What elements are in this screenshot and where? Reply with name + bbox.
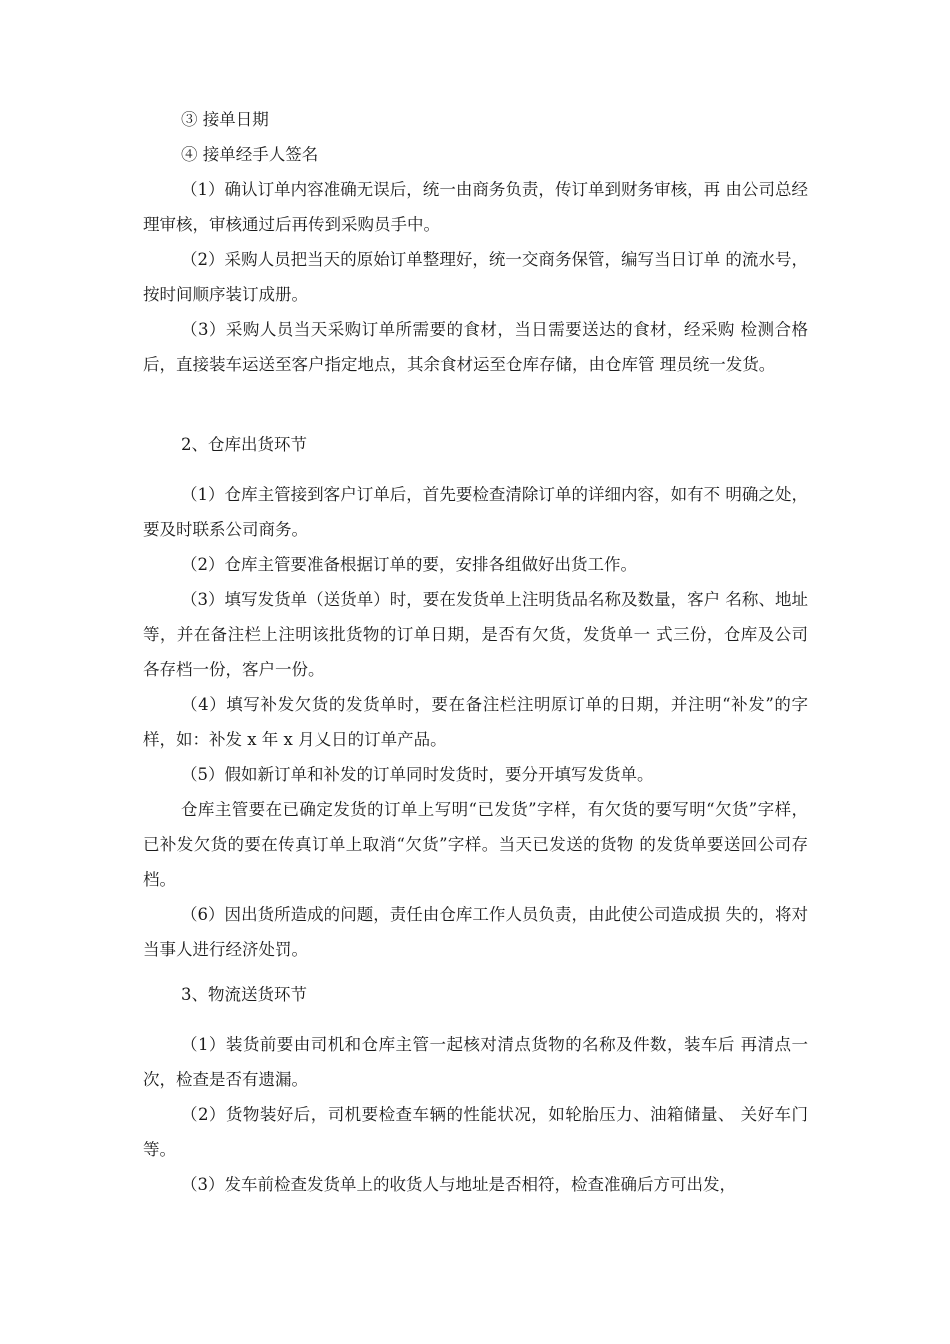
paragraph-purchase-inspection: （3）采购人员当天采购订单所需要的食材，当日需要送达的食材，经采购 检测合格后，直接装车运送至客户指定地点，其余食材运至仓库存储，由仓库管 理员统一发货。 [143,320,808,374]
heading-receipt-date: ③ 接单日期 [181,110,269,129]
paragraph-load-check: （1）装货前要由司机和仓库主管一起核对清点货物的名称及件数，装车后 再清点一次，检查是否有遗漏。 [143,1035,808,1089]
paragraph-order-review: （1）确认订单内容准确无误后，统一由商务负责，传订单到财务审核，再 由公司总经理审核，审核通过后再传到采购员手中。 [143,180,808,234]
paragraph-liability: （6）因出货所造成的问题，责任由仓库工作人员负责，由此使公司造成损 失的，将对当事人进行经济处罚。 [143,905,808,959]
section-heading-logistics-delivery: 3、物流送货环节 [181,985,307,1004]
paragraph-fill-delivery-note: （3）填写发货单（送货单）时，要在发货单上注明货品名称及数量，客户 名称、地址等，并在备注栏上注明该批货物的订单日期，是否有欠货，发货单一 式三份，仓库及公司各存档一份，客户一份。 [143,590,808,679]
paragraph-mark-shipped: 仓库主管要在已确定发货的订单上写明“已发货”字样，有欠货的要写明“欠货”字样，已补发欠货的要在传真订单上取消“欠货”字样。当天已发送的货物 的发货单要送回公司存档。 [143,800,808,889]
paragraph-order-filing: （2）采购人员把当天的原始订单整理好，统一交商务保管，编写当日订单 的流水号，按时间顺序装订成册。 [143,250,808,304]
paragraph-check-order: （1）仓库主管接到客户订单后，首先要检查清除订单的详细内容，如有不 明确之处，要及时联系公司商务。 [143,485,808,539]
paragraph-separate-notes: （5）假如新订单和补发的订单同时发货时，要分开填写发货单。 [181,765,654,784]
paragraph-address-check: （3）发车前检查发货单上的收货人与地址是否相符，检查准确后方可出发， [181,1175,736,1194]
section-heading-warehouse-shipping: 2、仓库出货环节 [181,435,307,454]
heading-handler-signature: ④ 接单经手人签名 [181,145,319,164]
paragraph-vehicle-check: （2）货物装好后，司机要检查车辆的性能状况，如轮胎压力、油箱储量、 关好车门等。 [143,1105,808,1159]
paragraph-backorder-note: （4）填写补发欠货的发货单时，要在备注栏注明原订单的日期，并注明“补发”的字样，如：补发 x 年 x 月乂日的订单产品。 [143,695,808,749]
paragraph-arrange-shipping: （2）仓库主管要准备根据订单的要，安排各组做好出货工作。 [181,555,637,574]
